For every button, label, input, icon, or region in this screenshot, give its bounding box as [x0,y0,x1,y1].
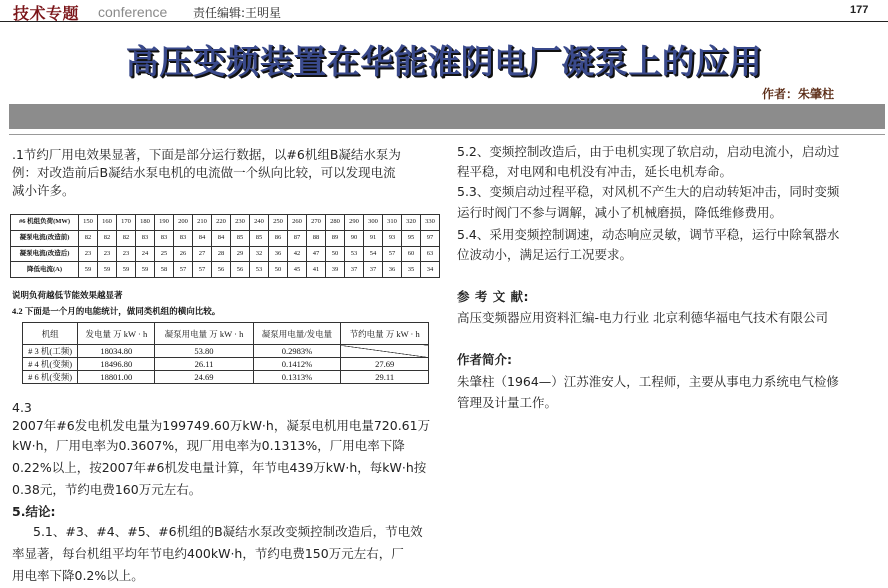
row-label: 降低电流(A) [11,262,79,278]
table-cell: 83 [155,230,174,246]
author-bio-line-2: 管理及计量工作。 [457,395,558,410]
table-cell: 18801.00 [78,371,155,384]
point-5-3-line-2: 运行时阀门不参与调解，减小了机械磨损，降低维修费用。 [457,205,783,220]
table-cell: 57 [193,262,212,278]
table-cell: 59 [79,262,98,278]
table-cell: 53 [345,246,364,262]
title-banner-bar [9,104,885,129]
conclusion-heading: 5.结论: [12,504,56,519]
table-cell: 56 [231,262,250,278]
table-cell: 82 [117,230,136,246]
table-cell: 250 [269,215,288,231]
table-cell: 56 [212,262,231,278]
table-cell: 280 [326,215,345,231]
reference-1: 高压变频器应用资料汇编-电力行业 北京利德华福电气技术有限公司 [457,310,828,325]
table-cell: 90 [345,230,364,246]
table-cell: 36 [269,246,288,262]
table-cell: 29 [231,246,250,262]
table-cell: 57 [383,246,402,262]
paragraph-4-3-line-2: kW·h，厂用电率为0.3607%，现厂用电率为0.1313%，厂用电率下降 [12,438,405,453]
table-cell [341,345,429,358]
table-row [11,246,440,262]
table-cell: 210 [193,215,212,231]
table-cell: 160 [98,215,117,231]
point-5-4-line-1: 5.4、采用变频控制调速，动态响应灵敏，调节平稳，运行中除氧器水 [457,227,840,242]
table-cell: 0.2983% [253,345,341,358]
table-cell: 59 [136,262,155,278]
table-row [23,371,429,384]
column-header: 凝泵用电量/发电量 [253,323,341,345]
paragraph-4-1-line-3: 减小许多。 [12,183,75,198]
table-cell: 83 [136,230,155,246]
table-cell: 0.1412% [253,358,341,371]
paragraph-4-1-line-1: .1节约厂用电效果显著，下面是部分运行数据，以#6机组B凝结水泵为 [12,147,401,162]
table-cell: 240 [250,215,269,231]
row-label: 凝泵电流(改造后) [11,246,79,262]
point-5-2-line-2: 程平稳，对电网和电机没有冲击，延长电机寿命。 [457,164,733,179]
table2-intro: 4.2 下面是一个月的电能统计，做同类机组的横向比较。 [12,306,221,316]
table-cell: 180 [136,215,155,231]
table-cell: 26.11 [155,358,253,371]
header-rule [0,21,888,22]
table-cell: 47 [307,246,326,262]
table-cell: 57 [174,262,193,278]
column-header: 发电量 万 kW · h [78,323,155,345]
table-cell: 23 [117,246,136,262]
paragraph-4-3-heading: 4.3 [12,400,32,415]
table-cell: 320 [402,215,421,231]
section-tag-english: conference [98,4,168,20]
table-cell: 230 [231,215,250,231]
conclusion-line-1: 5.1、#3、#4、#5、#6机组的B凝结水泵改变频控制改造后，节电效 [33,524,423,539]
table-cell: 330 [421,215,440,231]
table-cell: # 6 机(变频) [23,371,78,384]
table-cell: 0.1313% [253,371,341,384]
table-row [23,345,429,358]
table-cell: 18496.80 [78,358,155,371]
energy-comparison-table [22,322,429,384]
table-cell: 150 [79,215,98,231]
table-cell: 59 [117,262,136,278]
table-cell: 89 [326,230,345,246]
article-title: 高压变频装置在华能淮阴电厂凝泵上的应用 [125,42,763,81]
table-cell: 54 [364,246,383,262]
table-row [11,215,440,231]
table-cell: 42 [288,246,307,262]
paragraph-4-3-line-1: 2007年#6发电机发电量为199749.60万kW·h，凝泵电机用电量720.61万 [12,418,431,433]
table-cell: 170 [117,215,136,231]
table-row [11,230,440,246]
table-cell: 270 [307,215,326,231]
table-cell: 58 [155,262,174,278]
table-cell: 95 [402,230,421,246]
table-cell: 300 [364,215,383,231]
paragraph-4-3-line-3: 0.22%以上，按2007年#6机发电量计算，年节电439万kW·h，每kW·h按 [12,460,427,475]
table-cell: 50 [269,262,288,278]
table-cell: 25 [155,246,174,262]
table-cell: 39 [326,262,345,278]
table-cell: 86 [269,230,288,246]
table-cell: 84 [212,230,231,246]
table-cell: 91 [364,230,383,246]
table-row [23,358,429,371]
point-5-3-line-1: 5.3、变频启动过程平稳，对风机不产生大的启动转矩冲击，同时变频 [457,184,840,199]
banner-rule [9,134,885,135]
table-cell: 82 [98,230,117,246]
table-cell: 35 [402,262,421,278]
load-current-table [10,214,440,278]
table-cell: 93 [383,230,402,246]
table-cell: 84 [193,230,212,246]
table-cell: 59 [98,262,117,278]
conclusion-line-2: 率显著，每台机组平均年节电约400kW·h，节约电费150万元左右，厂 [12,546,404,561]
table-cell: 310 [383,215,402,231]
table-cell: 24.69 [155,371,253,384]
table-cell: 200 [174,215,193,231]
table-cell: 97 [421,230,440,246]
table-header-row [23,323,429,345]
table-row [11,262,440,278]
table-cell: 260 [288,215,307,231]
table-cell: 53 [250,262,269,278]
table-cell: 26 [174,246,193,262]
table-cell: 85 [231,230,250,246]
editor-credit: 责任编辑:王明星 [193,6,282,20]
author-bio-heading: 作者简介: [457,352,512,367]
table-cell: 37 [364,262,383,278]
table-cell: 50 [326,246,345,262]
table-cell: 36 [383,262,402,278]
table-cell: 82 [79,230,98,246]
row-label: #6 机组负荷(MW) [11,215,79,231]
paragraph-4-1-line-2: 例：对改造前后B凝结水泵电机的电流做一个纵向比较，可以发现电流 [12,165,396,180]
table-cell: 87 [288,230,307,246]
table1-note: 说明负荷越低节能效果越显著 [12,290,123,300]
table-cell: 85 [250,230,269,246]
table-cell: 29.11 [341,371,429,384]
table-cell: 220 [212,215,231,231]
table-cell: 34 [421,262,440,278]
table-cell: 83 [174,230,193,246]
references-heading: 参 考 文 献: [457,289,530,304]
page-header [0,0,888,22]
table-cell: 32 [250,246,269,262]
article-author: 作者：朱肇柱 [762,87,835,101]
section-tag: 技术专题 [13,4,80,23]
page-number: 177 [850,4,869,16]
author-bio-line-1: 朱肇柱（1964—）江苏淮安人，工程师，主要从事电力系统电气检修 [457,374,839,389]
table-cell: # 3 机(工频) [23,345,78,358]
table-cell: 63 [421,246,440,262]
table-cell: 27.69 [341,358,429,371]
table-cell: 88 [307,230,326,246]
column-header: 机组 [23,323,78,345]
table-cell: 53.80 [155,345,253,358]
table-cell: 23 [98,246,117,262]
table-cell: 290 [345,215,364,231]
table-cell: 24 [136,246,155,262]
table-cell: # 4 机(变频) [23,358,78,371]
table-cell: 18034.80 [78,345,155,358]
table-cell: 23 [79,246,98,262]
conclusion-line-3: 用电率下降0.2%以上。 [12,568,144,583]
table-cell: 27 [193,246,212,262]
point-5-4-line-2: 位波动小，满足运行工况要求。 [457,247,633,262]
table-cell: 41 [307,262,326,278]
point-5-2-line-1: 5.2、变频控制改造后，由于电机实现了软启动，启动电流小，启动过 [457,144,840,159]
table-cell: 28 [212,246,231,262]
column-header: 凝泵用电量 万 kW · h [155,323,253,345]
column-header: 节约电量 万 kW · h [341,323,429,345]
table-cell: 37 [345,262,364,278]
paragraph-4-3-line-4: 0.38元，节约电费160万元左右。 [12,482,202,497]
row-label: 凝泵电流(改造前) [11,230,79,246]
table-cell: 60 [402,246,421,262]
table-cell: 190 [155,215,174,231]
table-cell: 45 [288,262,307,278]
